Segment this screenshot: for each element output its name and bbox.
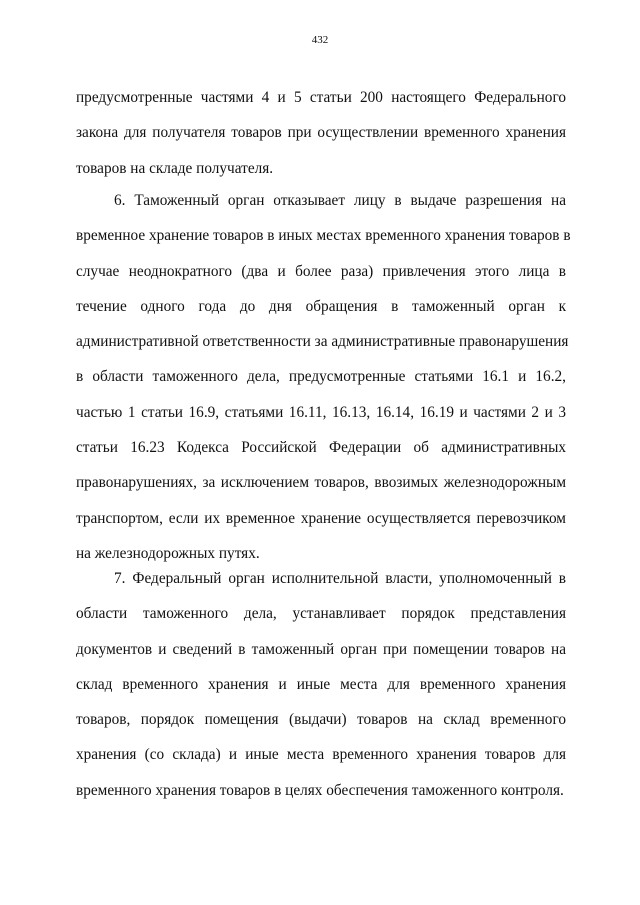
paragraph-item-6 — [76, 191, 571, 579]
paragraph-item-7 — [76, 569, 566, 816]
text-line: случае неоднократного (два и более раза) привлечения этого лица в — [76, 262, 566, 280]
text-line: области таможенного дела, устанавливает порядок представления — [76, 605, 566, 623]
text-line: закона для получателя товаров при осуществлении временного хранения — [76, 124, 566, 142]
text-line: течение одного года до дня обращения в таможенный орган к — [76, 297, 566, 315]
text-line: предусмотренные частями 4 и 5 статьи 200 настоящего Федерального — [76, 89, 566, 106]
paragraph-continuation — [76, 88, 566, 194]
text-line: правонарушениях, за исключением товаров, ввозимых железнодорожным — [76, 474, 566, 492]
text-line: транспортом, если их временное хранение осуществляется перевозчиком — [76, 509, 566, 527]
text-line: статьи 16.23 Кодекса Российской Федерации об административных — [76, 439, 566, 457]
text-line: в области таможенного дела, предусмотренные статьями 16.1 и 16.2, — [76, 368, 566, 386]
text-line: временное хранение товаров в иных местах временного хранения товаров в — [76, 227, 571, 245]
text-line: документов и сведений в таможенный орган при помещении товаров на — [76, 640, 566, 658]
text-line: склад временного хранения и иные места для временного хранения — [76, 675, 566, 693]
text-line: частью 1 статьи 16.9, статьями 16.11, 16.13, 16.14, 16.19 и частями 2 и 3 — [76, 403, 566, 421]
text-line: 7. Федеральный орган исполнительной власти, уполномоченный в — [114, 570, 566, 587]
text-line: временного хранения товаров в целях обеспечения таможенного контроля. — [76, 781, 564, 799]
page-number: 432 — [311, 34, 329, 46]
text-line: 6. Таможенный орган отказывает лицу в выдаче разрешения на — [114, 192, 566, 209]
text-line: товаров, порядок помещения (выдачи) товаров на склад временного — [76, 711, 566, 729]
text-line: на железнодорожных путях. — [76, 544, 260, 562]
text-line: административной ответственности за административные правонарушения — [76, 333, 569, 351]
text-line: хранения (со склада) и иные места временного хранения товаров для — [76, 746, 566, 764]
text-line: товаров на складе получателя. — [76, 159, 274, 177]
